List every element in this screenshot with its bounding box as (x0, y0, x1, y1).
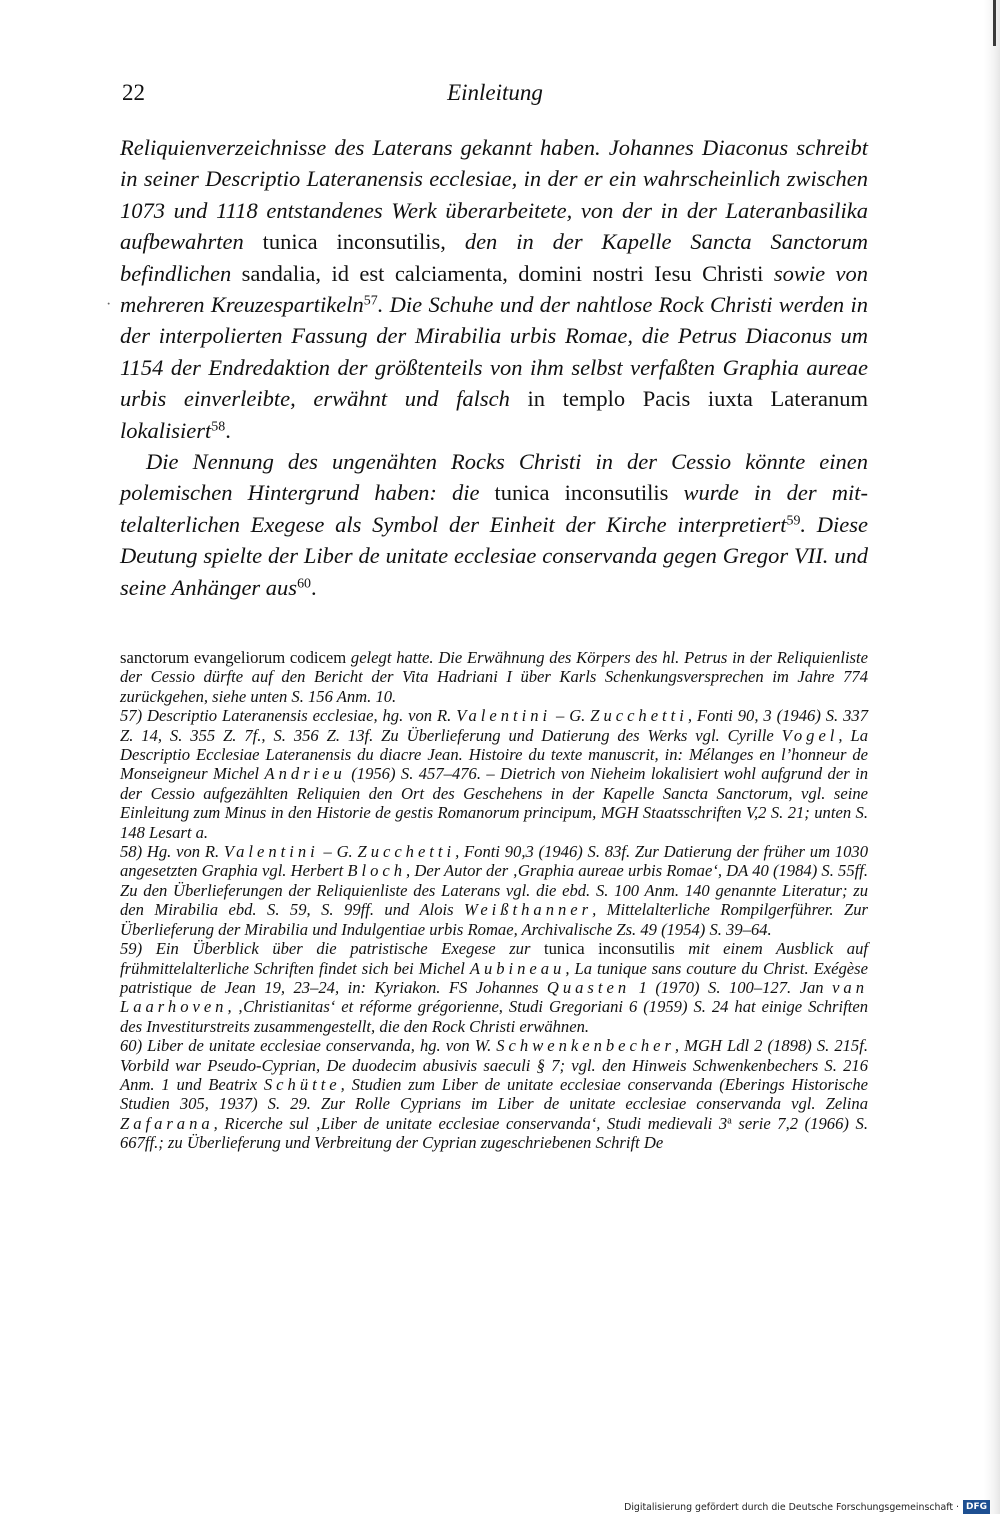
p1-text-d: sandalia, id est calciamenta, domini nostri Iesu Christi (231, 260, 774, 286)
fn59-h: van Laarhoven (120, 977, 868, 1017)
fn60-a: 60) Liber de unitate ecclesiae conservanda, hg. von W. (120, 1036, 497, 1056)
fn58-g: , Der Autor der ‚Graphia aureae urbis Romae‘, DA 40 (1984) S. 55ff. Zu den Überlieferungen der Reliquienliste des Laterans vgl. die ebd. S. 100 Anm. 140 genannte Literatur; zu den Mirabilia ebd. S. 59, S. 99ff. und Alois (120, 861, 868, 920)
digitization-footer (624, 1499, 990, 1515)
fn60-e: , Studien zum Liber de unitate ecclesiae conservanda (Eberings Historische Studien 305, 1937) S. 29. Zur Rolle Cyprians im Liber de unitate ecclesiae conservanda vgl. Zelina (120, 1074, 868, 1114)
footnote-continuation (120, 648, 868, 706)
fn60-superscript-a: a (727, 1115, 732, 1127)
fn59-c: mit einem Ausblick auf frühmittelalterliche Schriften findet sich bei Michel (120, 939, 868, 978)
fn60-i: serie 7,2 (1966) S. 667ff.; zu Überlieferung und Verbreitung der Cyprian zugeschriebenen Schrift De (120, 1113, 868, 1153)
fn60-f: Zafarana (120, 1113, 214, 1133)
footnote-60 (120, 1036, 868, 1152)
footnote-ref-59[interactable]: 59 (786, 513, 801, 529)
p1-text-g: in templo Pacis iuxta Lateranum (509, 386, 868, 412)
fn57-d: Zucchetti (590, 706, 688, 726)
fn57-e: , Fonti 90, 3 (1946) S. 337 Z. 14, S. 355 Z. 7f., S. 356 Z. 13f. Zu Überlieferung und Datierung des Werks vgl. Cyrille (120, 706, 869, 745)
fn59-e: , La tunique sans couture du Christ. Exégèse patristique de Jean 19, 23–24, in: Kyriakon. FS Johannes (120, 958, 868, 997)
fn57-h: Andrieu (264, 764, 346, 784)
footnotes (120, 648, 868, 1153)
fn57-c: – G. (551, 706, 591, 726)
footnote-59 (120, 939, 868, 1036)
scan-edge (984, 0, 1000, 1514)
fn57-f: Vogel (781, 725, 839, 745)
main-text (120, 132, 868, 603)
fn57-g: , La Descriptio Ecclesiae Lateranensis du diacre Jean. Histoire du texte manuscrit, in: Mélanges en l’honneur de Monseigneur Michel (120, 725, 868, 784)
page-header (122, 76, 868, 110)
fn59-f: Quasten (546, 977, 631, 997)
fn58-b: Valentini (223, 842, 319, 862)
paragraph-2 (120, 446, 868, 603)
p1-text-e: sowie von mehreren Kreuzespartikeln (120, 260, 868, 318)
paragraph-1 (120, 132, 868, 446)
footnote-ref-60[interactable]: 60 (297, 576, 312, 592)
fn60-c: , MGH Ldl 2 (1898) S. 215f. Vorbild war Pseudo-Cyprian, De duodecim abusivis saeculi § 7; vgl. den Hinweis Schwenkenbechers S. 216 Anm. 1 und Beatrix (120, 1036, 868, 1094)
p2-text-a: Die Nennung des ungenähten Rocks Christi in der Cessio könnte einen polemischen Hintergrund haben: die (120, 449, 868, 506)
footnote-ref-58[interactable]: 58 (211, 418, 226, 434)
fn58-d: Zucchetti (357, 842, 456, 862)
p2-text-b: tunica inconsutilis (479, 480, 684, 506)
fn59-g: 1 (1970) S. 100–127. Jan (630, 977, 833, 997)
fn-cont-b: gelegt hatte. Die Erwähnung des Körpers des hl. Petrus in der Reliquienliste der Cessio dürfte auf den Bericht der Vita Hadriani I über Karls Schenkungsversprechen im Jahre 774 zurückgehen, siehe unten S. 156 Anm. 10. (120, 648, 868, 706)
fn60-b: Schwenkenbecher (496, 1036, 675, 1056)
footnote-58 (120, 842, 868, 939)
fn58-f: Bloch (347, 861, 407, 881)
fn60-d: Schütte (263, 1074, 341, 1094)
p2-text-d: . Diese Deutung spielte der Liber de unitate ecclesiae conservanda gegen Gregor VII. und seine Anhänger aus (120, 511, 869, 600)
fn59-a: 59) Ein Überblick über die patristische Exegese zur (120, 939, 531, 959)
footer-text: Digitalisierung gefördert durch die Deutsche Forschungsgemeinschaft · (624, 1501, 959, 1513)
fn60-g: , Ricerche sul ‚Liber de unitate ecclesiae conservanda‘, Studi medievali 3 (213, 1113, 728, 1133)
fn57-a: 57) Descriptio Lateranensis ecclesiae, hg. von R. (120, 706, 457, 726)
p1-text-h: lokalisiert (120, 417, 212, 443)
fn59-d: Aubineau (469, 958, 566, 978)
margin-mark: · (106, 296, 112, 313)
dfg-logo: DFG (963, 1500, 990, 1514)
fn58-c: – G. (318, 842, 358, 862)
fn-cont-a: sanctorum evangeliorum codicem (120, 648, 351, 667)
fn58-a: 58) Hg. von R. (120, 842, 224, 862)
fn59-i: , ‚Christianitas‘ et réforme grégorienne, Studi Gregoriani 6 (1959) S. 24 hat einige Schriften des Investiturstreits zusammengestellt, die den Rock Christi erwähnen. (120, 997, 868, 1036)
p1-text-b: tunica inconsutilis, (243, 229, 465, 255)
fn57-i: (1956) S. 457–476. – Dietrich von Nieheim lokalisiert wohl aufgrund der in der Cessio aufgezählten Reliquien den Ort des Geschehens in der Kapelle Sancta Sanctorum, vgl. seine Einleitung zum Minus in den Historie de gestis Romanorum principum, MGH Staatsschriften V,2 S. 21; unten S. 148 Lesart a. (120, 764, 868, 842)
fn58-e: , Fonti 90,3 (1946) S. 83f. Zur Datierung der früher um 1030 angesetzten Graphia vgl. Herbert (120, 842, 869, 881)
footnote-ref-57[interactable]: 57 (363, 293, 378, 309)
footnote-57 (120, 706, 868, 842)
p1-text-i: . (225, 417, 231, 443)
p1-text-c: den in der Kapelle Sancta Sanctorum befindlichen (120, 229, 868, 286)
running-head: Einleitung (447, 80, 543, 105)
fn58-i: , Mittelalterliche Rompilgerführer. Zur Überlieferung der Mirabilia und Indulgentiae urbis Romae, Archivalische Zs. 49 (1954) S. 39–64. (120, 900, 868, 939)
p1-text-a: Reliquienverzeichnisse des Laterans gekannt haben. Johannes Diaconus schreibt in seiner Descriptio Lateranensis ecclesiae, in der er ein wahrscheinlich zwischen 1073 und 1118 entstandenes Werk überarbeitete, von der in der Lateranbasilika aufbewahrten (120, 135, 868, 255)
p2-text-c: wurde in der mittelalterlichen Exegese als Symbol der Einheit der Kirche interpretiert (120, 480, 868, 537)
p1-text-f: . Die Schuhe und der nahtlose Rock Christi werden in der interpolierten Fassung der Mirabilia urbis Romae, die Petrus Diaconus um 1154 der Endredaktion der größtenteils von ihm selbst verfaßten Graphia aureae urbis einverleibte, erwähnt und falsch (120, 292, 868, 412)
fn58-h: Weißthanner (464, 900, 593, 920)
p2-text-e: . (311, 574, 317, 600)
fn57-b: Valentini (456, 706, 552, 726)
page-number: 22 (122, 80, 145, 105)
fn59-b: tunica inconsutilis (530, 939, 689, 959)
